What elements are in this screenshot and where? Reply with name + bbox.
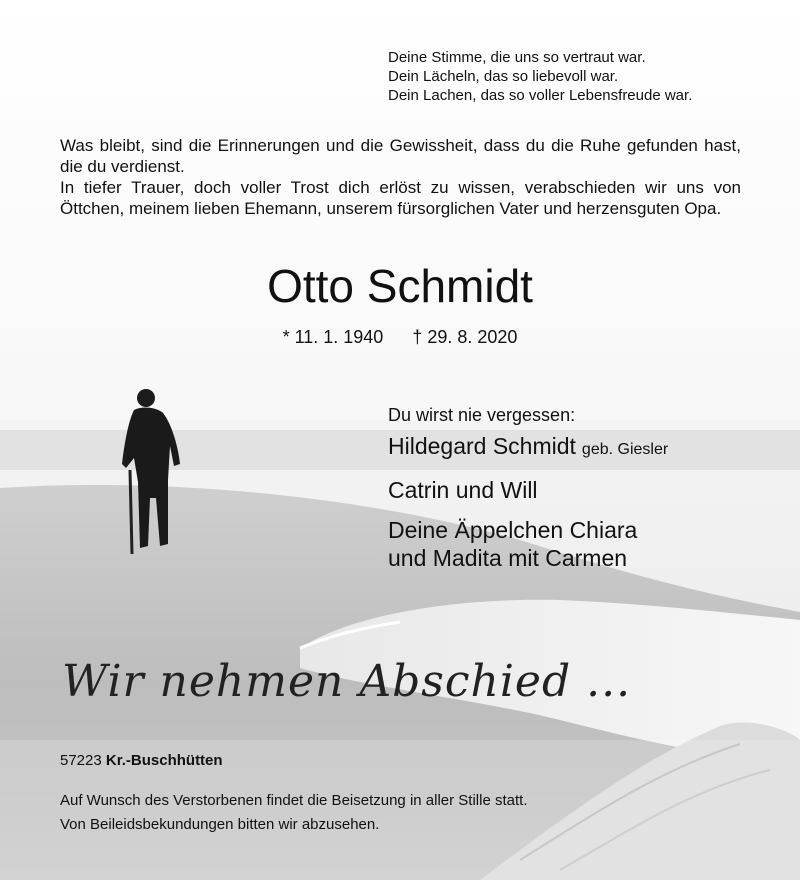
mourners-intro: Du wirst nie vergessen:	[388, 405, 576, 425]
location	[60, 752, 223, 770]
walking-man-silhouette	[112, 386, 192, 556]
mourner-children: Catrin und Will	[388, 477, 538, 503]
poem-line: Deine Stimme, die uns so vertraut war.	[388, 49, 646, 66]
mourner-wife-maiden-name: geb. Giesler	[581, 441, 669, 458]
birth-date: * 11. 1. 1940	[282, 327, 384, 347]
intro-paragraph: Was bleibt, sind die Erinnerungen und die Gewissheit, dass du die Ruhe gefunden hast, die du verdienst.	[60, 136, 741, 176]
deceased-name: Otto Schmidt	[267, 260, 533, 312]
mourner-wife-name: Hildegard Schmidt	[388, 433, 576, 459]
poem-line: Dein Lachen, das so voller Lebensfreude war.	[388, 87, 693, 104]
mourner-grandchildren: Deine Äppelchen Chiara	[388, 517, 638, 543]
intro-paragraph: In tiefer Trauer, doch voller Trost dich erlöst zu wissen, verabschieden wir uns von Öttchen, meinem lieben Ehemann, unserem fürsorglichen Vater und herzensguten Opa.	[60, 178, 741, 218]
intro-text	[60, 135, 741, 219]
poem-line: Dein Lächeln, das so liebevoll war.	[388, 68, 619, 85]
note-line: Von Beileidsbekundungen bitten wir abzusehen.	[60, 816, 380, 833]
mourners-list	[388, 404, 668, 572]
mourner-wife	[388, 432, 668, 464]
mourner-grandchildren-cont: und Madita mit Carmen	[388, 545, 628, 571]
death-date: † 29. 8. 2020	[412, 327, 518, 347]
farewell-script: Wir nehmen Abschied ...	[62, 656, 632, 707]
life-dates	[0, 326, 800, 348]
note-line: Auf Wunsch des Verstorbenen findet die Beisetzung in aller Stille statt.	[60, 792, 528, 809]
poem	[388, 48, 692, 105]
funeral-notes	[60, 789, 528, 837]
postal-code: 57223	[60, 752, 102, 769]
town: Kr.-Buschhütten	[105, 752, 223, 769]
